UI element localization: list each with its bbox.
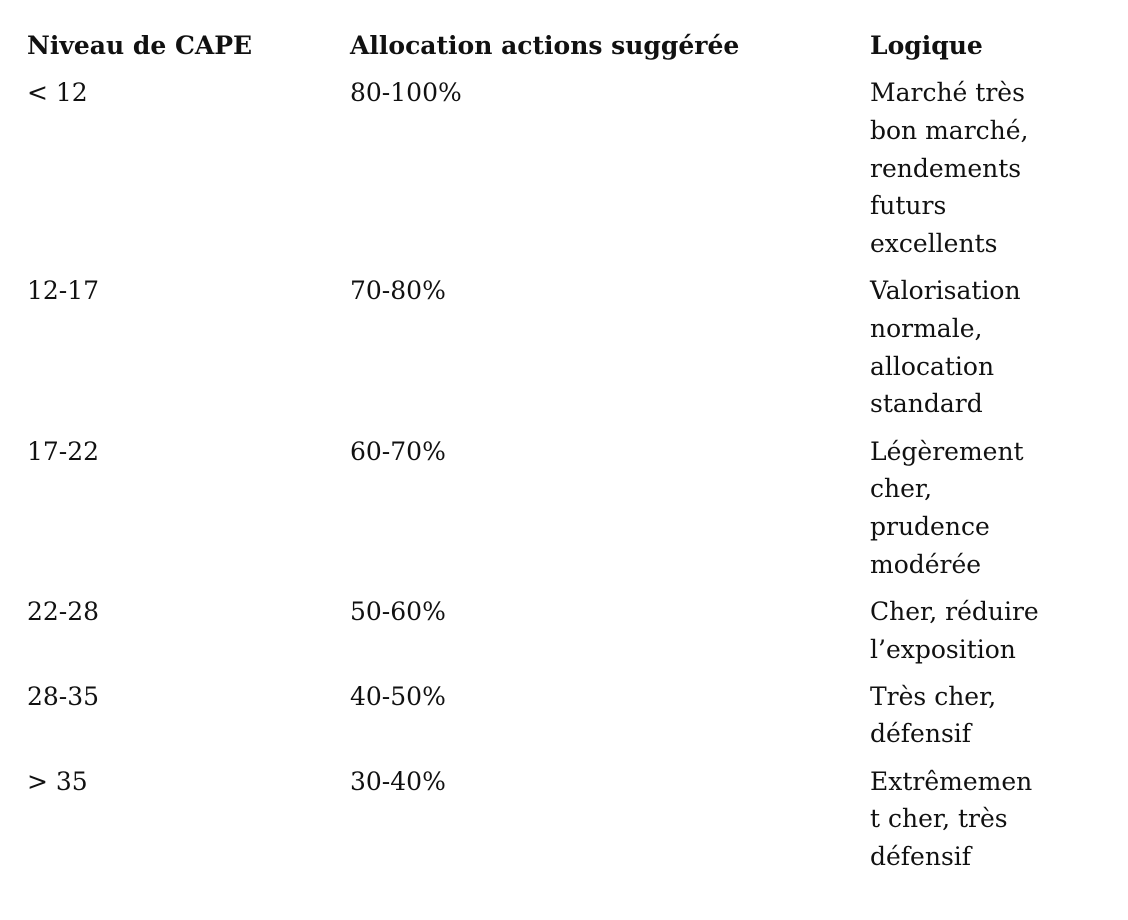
table-row <box>27 433 1110 593</box>
allocation-cell: 40-50% <box>350 681 446 711</box>
allocation-cell: 30-40% <box>350 766 446 796</box>
table-header-row <box>27 27 1110 74</box>
table-row <box>27 763 1110 886</box>
logic-cell <box>870 763 1110 876</box>
header-logic: Logique <box>870 31 983 60</box>
logic-cell <box>870 272 1110 423</box>
table-row <box>27 272 1110 432</box>
allocation-cell: 70-80% <box>350 276 446 306</box>
logic-line: Très cher, <box>870 681 997 711</box>
logic-line: cher, <box>870 474 933 504</box>
logic-line: normale, <box>870 313 983 343</box>
logic-line: modérée <box>870 549 982 579</box>
cape-allocation-table <box>27 27 1110 885</box>
cape-level-cell: > 35 <box>27 766 88 796</box>
logic-cell <box>870 433 1110 584</box>
allocation-cell: 50-60% <box>350 596 446 626</box>
logic-cell <box>870 593 1110 668</box>
logic-line: Valorisation <box>870 276 1021 306</box>
header-cape-level: Niveau de CAPE <box>27 31 253 60</box>
logic-line: Légèrement <box>870 436 1024 466</box>
logic-line: Marché très <box>870 78 1025 108</box>
header-allocation: Allocation actions suggérée <box>350 31 740 60</box>
logic-line: rendements <box>870 153 1022 183</box>
logic-line: Cher, réduire <box>870 596 1039 626</box>
logic-line: standard <box>870 389 983 419</box>
logic-line: bon marché, <box>870 115 1029 145</box>
cape-level-cell: < 12 <box>27 78 88 108</box>
table-row <box>27 593 1110 678</box>
table-row <box>27 678 1110 763</box>
logic-line: prudence <box>870 511 990 541</box>
logic-line: Extrêmemen <box>870 766 1033 796</box>
logic-line: l’exposition <box>870 634 1016 664</box>
logic-line: défensif <box>870 842 972 872</box>
cape-level-cell: 12-17 <box>27 276 100 306</box>
logic-cell <box>870 74 1110 263</box>
cape-level-cell: 22-28 <box>27 596 100 626</box>
logic-cell <box>870 678 1110 753</box>
logic-line: défensif <box>870 719 972 749</box>
cape-level-cell: 28-35 <box>27 681 100 711</box>
logic-line: t cher, très <box>870 804 1008 834</box>
allocation-cell: 80-100% <box>350 78 462 108</box>
table-row <box>27 74 1110 272</box>
logic-line: excellents <box>870 229 998 259</box>
logic-line: allocation <box>870 351 995 381</box>
allocation-cell: 60-70% <box>350 436 446 466</box>
cape-level-cell: 17-22 <box>27 436 100 466</box>
logic-line: futurs <box>870 191 947 221</box>
